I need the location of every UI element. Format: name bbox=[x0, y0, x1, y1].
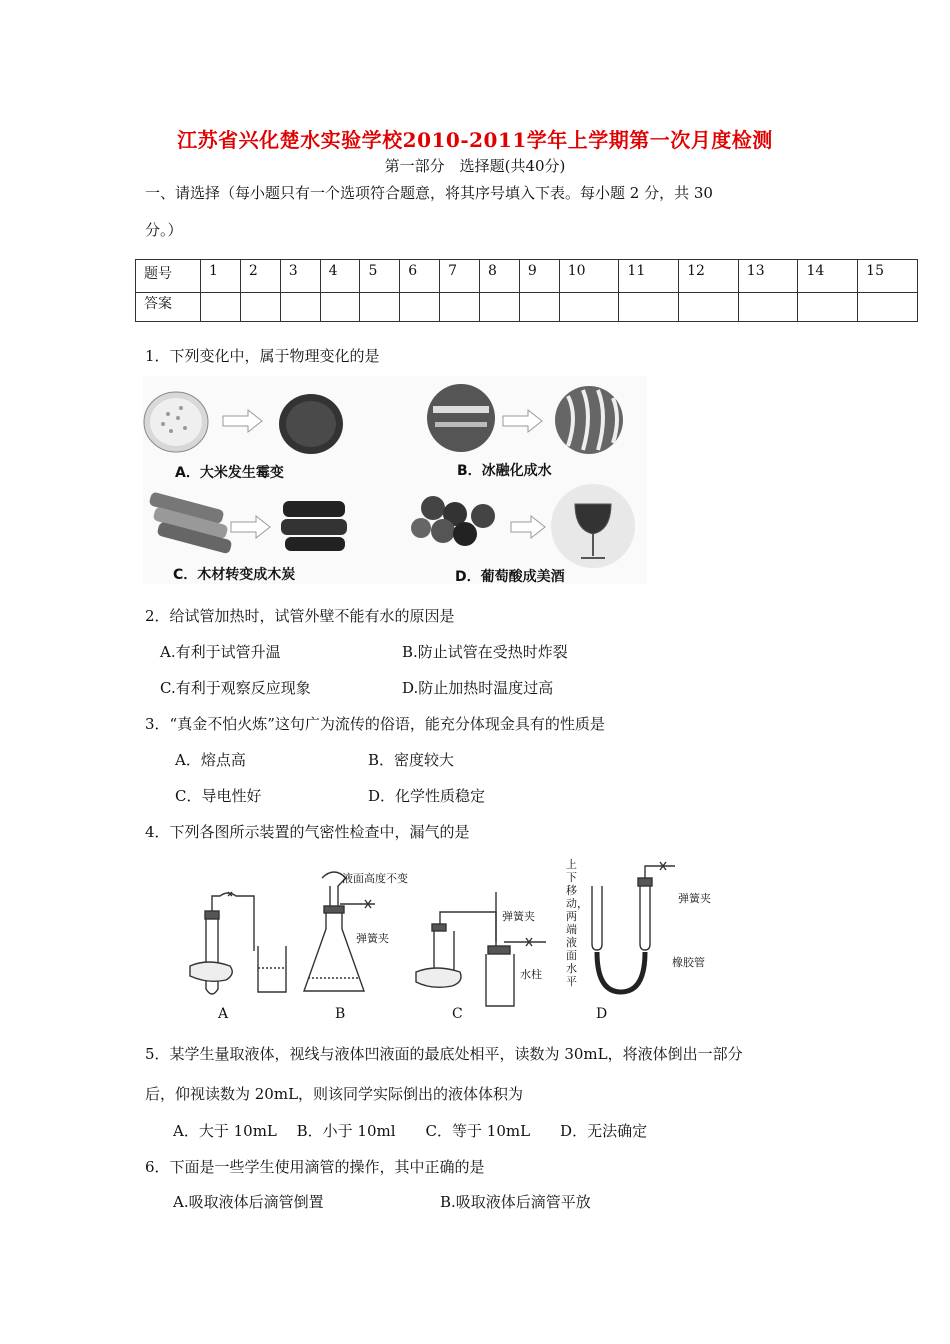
q5-options: A．大于 10mL B．小于 10ml C．等于 10mL D．无法确定 bbox=[173, 1122, 648, 1140]
question-5-line-1: 5．某学生量取液体，视线与液体凹液面的最底处相平，读数为 30mL，将液体倒出一部分 bbox=[145, 1045, 743, 1063]
question-1-stem: 1．下列变化中，属于物理变化的是 bbox=[145, 347, 380, 365]
table-cell: 15 bbox=[858, 260, 918, 293]
annotation-d-vertical: 上下移动，两端液面水平 bbox=[566, 858, 588, 988]
answer-cell[interactable] bbox=[400, 293, 440, 322]
instructions-line-1: 一、请选择（每小题只有一个选项符合题意，将其序号填入下表。每小题 2 分，共 30 bbox=[145, 184, 713, 202]
question-4-stem: 4．下列各图所示装置的气密性检查中，漏气的是 bbox=[145, 823, 470, 841]
table-cell: 10 bbox=[559, 260, 619, 293]
question-6-stem: 6．下面是一些学生使用滴管的操作，其中正确的是 bbox=[145, 1158, 485, 1176]
q3-option-d: D．化学性质稳定 bbox=[368, 787, 486, 805]
q3-option-b: B．密度较大 bbox=[368, 751, 455, 769]
wine-photo bbox=[551, 484, 635, 568]
q2-option-c: C.有利于观察反应现象 bbox=[160, 679, 311, 697]
moldy-rice-photo bbox=[279, 394, 343, 454]
answer-table-answer-row bbox=[136, 293, 918, 322]
q1-option-a: A．大米发生霉变 bbox=[175, 465, 284, 481]
annotation-c-clip: 弹簧夹 bbox=[502, 910, 535, 923]
answer-cell[interactable] bbox=[480, 293, 520, 322]
q6-option-a: A.吸取液体后滴管倒置 bbox=[173, 1193, 324, 1211]
table-cell: 12 bbox=[679, 260, 739, 293]
q1-option-c: C．木材转变成木炭 bbox=[173, 567, 296, 583]
table-cell: 3 bbox=[280, 260, 320, 293]
q2-option-d: D.防止加热时温度过高 bbox=[402, 679, 554, 697]
table-cell: 1 bbox=[201, 260, 241, 293]
annotation-d-tube: 橡胶管 bbox=[672, 956, 705, 969]
annotation-b-top: 液面高度不变 bbox=[342, 872, 408, 885]
answer-table bbox=[135, 259, 918, 322]
answer-cell[interactable] bbox=[738, 293, 798, 322]
apparatus-label-c: C bbox=[452, 1006, 463, 1022]
answer-cell[interactable] bbox=[201, 293, 241, 322]
apparatus-a bbox=[190, 892, 286, 994]
section-title: 第一部分 选择题(共40分) bbox=[384, 157, 566, 175]
table-cell: 7 bbox=[440, 260, 480, 293]
annotation-c-water: 水柱 bbox=[520, 968, 542, 981]
apparatus-label-a: A bbox=[218, 1006, 229, 1022]
page-title: 江苏省兴化楚水实验学校2010-2011学年上学期第一次月度检测 bbox=[177, 128, 773, 152]
question-3-stem: 3．“真金不怕火炼”这句广为流传的俗语，能充分体现金具有的性质是 bbox=[145, 715, 605, 733]
apparatus-label-b: B bbox=[335, 1006, 346, 1022]
q6-option-b: B.吸取液体后滴管平放 bbox=[440, 1193, 591, 1211]
table-cell: 11 bbox=[619, 260, 679, 293]
question-2-stem: 2．给试管加热时，试管外壁不能有水的原因是 bbox=[145, 607, 455, 625]
answer-cell[interactable] bbox=[519, 293, 559, 322]
q1-option-d: D．葡萄酸成美酒 bbox=[455, 569, 565, 585]
answer-cell[interactable] bbox=[280, 293, 320, 322]
instructions-line-2: 分。） bbox=[145, 221, 183, 239]
q1-figure bbox=[143, 376, 647, 584]
table-cell: 14 bbox=[798, 260, 858, 293]
apparatus-label-d: D bbox=[596, 1006, 608, 1022]
table-cell: 2 bbox=[240, 260, 280, 293]
q4-figure bbox=[180, 856, 720, 1028]
q2-option-b: B.防止试管在受热时炸裂 bbox=[402, 643, 568, 661]
table-cell: 8 bbox=[480, 260, 520, 293]
answer-cell[interactable] bbox=[798, 293, 858, 322]
answer-cell[interactable] bbox=[679, 293, 739, 322]
answer-cell[interactable] bbox=[858, 293, 918, 322]
annotation-b-clip: 弹簧夹 bbox=[356, 932, 389, 945]
table-cell: 9 bbox=[519, 260, 559, 293]
table-cell: 6 bbox=[400, 260, 440, 293]
water-photo bbox=[555, 386, 623, 454]
answer-table-number-row bbox=[136, 260, 918, 293]
question-5-line-2: 后，仰视读数为 20mL，则该同学实际倒出的液体体积为 bbox=[145, 1085, 524, 1103]
q2-option-a: A.有利于试管升温 bbox=[160, 643, 281, 661]
answer-cell[interactable] bbox=[320, 293, 360, 322]
q3-option-c: C．导电性好 bbox=[175, 787, 262, 805]
table-cell: 4 bbox=[320, 260, 360, 293]
row-label-number: 题号 bbox=[136, 260, 201, 293]
answer-cell[interactable] bbox=[360, 293, 400, 322]
apparatus-d bbox=[592, 862, 675, 992]
rice-photo bbox=[144, 392, 208, 452]
answer-cell[interactable] bbox=[619, 293, 679, 322]
table-cell: 13 bbox=[738, 260, 798, 293]
ice-photo bbox=[427, 384, 495, 452]
annotation-d-clip: 弹簧夹 bbox=[678, 892, 711, 905]
q3-option-a: A．熔点高 bbox=[175, 751, 246, 769]
q1-option-b: B．冰融化成水 bbox=[457, 463, 552, 479]
q4-apparatus bbox=[180, 856, 720, 1028]
charcoal-photo bbox=[281, 501, 347, 551]
row-label-answer: 答案 bbox=[136, 293, 201, 322]
answer-cell[interactable] bbox=[440, 293, 480, 322]
table-cell: 5 bbox=[360, 260, 400, 293]
answer-cell[interactable] bbox=[559, 293, 619, 322]
answer-cell[interactable] bbox=[240, 293, 280, 322]
